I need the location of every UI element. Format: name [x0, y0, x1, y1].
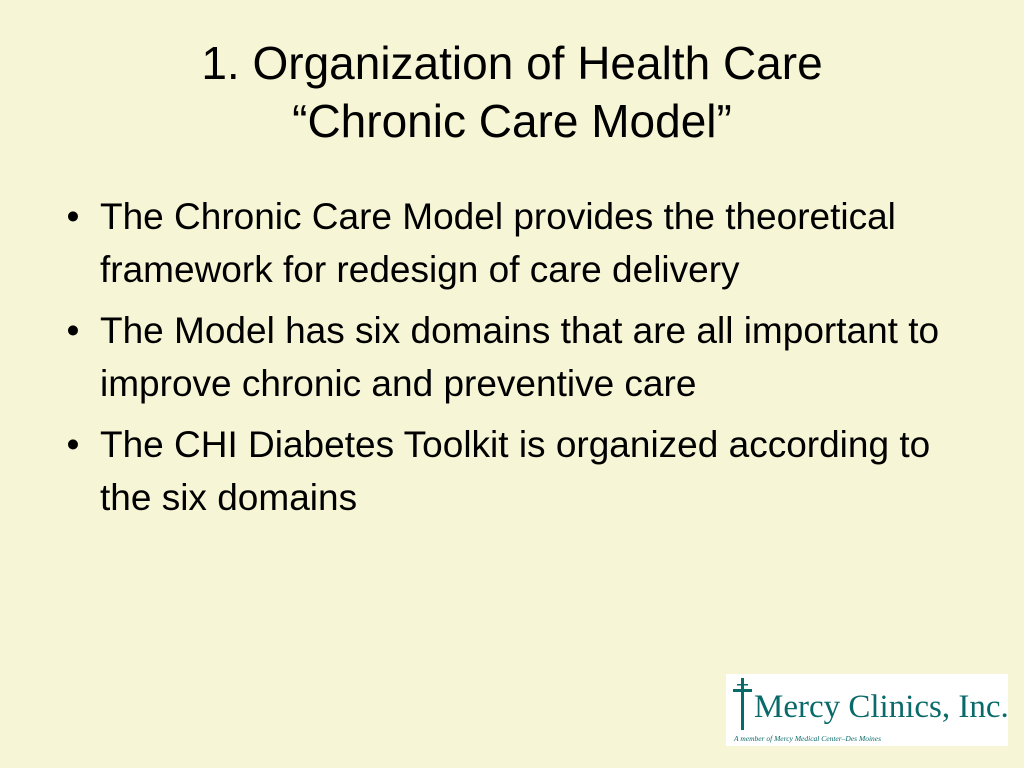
slide-title	[60, 34, 964, 150]
bullet-list	[58, 190, 958, 532]
bullet-item	[58, 304, 958, 410]
bullet-text: The Chronic Care Model provides the theoretical framework for redesign of care delivery	[100, 196, 896, 290]
bullet-item	[58, 190, 958, 296]
title-line-1: 1. Organization of Health Care	[201, 37, 823, 89]
cross-icon	[732, 678, 754, 730]
logo-tagline: A member of Mercy Medical Center–Des Moines	[734, 734, 882, 743]
bullet-text: The CHI Diabetes Toolkit is organized according to the six domains	[100, 424, 931, 518]
bullet-marker: •	[66, 310, 80, 351]
bullet-marker: •	[66, 196, 80, 237]
bullet-marker: •	[66, 424, 80, 465]
bullet-text: The Model has six domains that are all important to improve chronic and preventive care	[100, 310, 940, 404]
title-line-2: “Chronic Care Model”	[292, 95, 732, 147]
bullet-item	[58, 418, 958, 524]
logo-name: Mercy Clinics, Inc.	[754, 689, 1009, 725]
mercy-clinics-logo	[726, 674, 1008, 746]
